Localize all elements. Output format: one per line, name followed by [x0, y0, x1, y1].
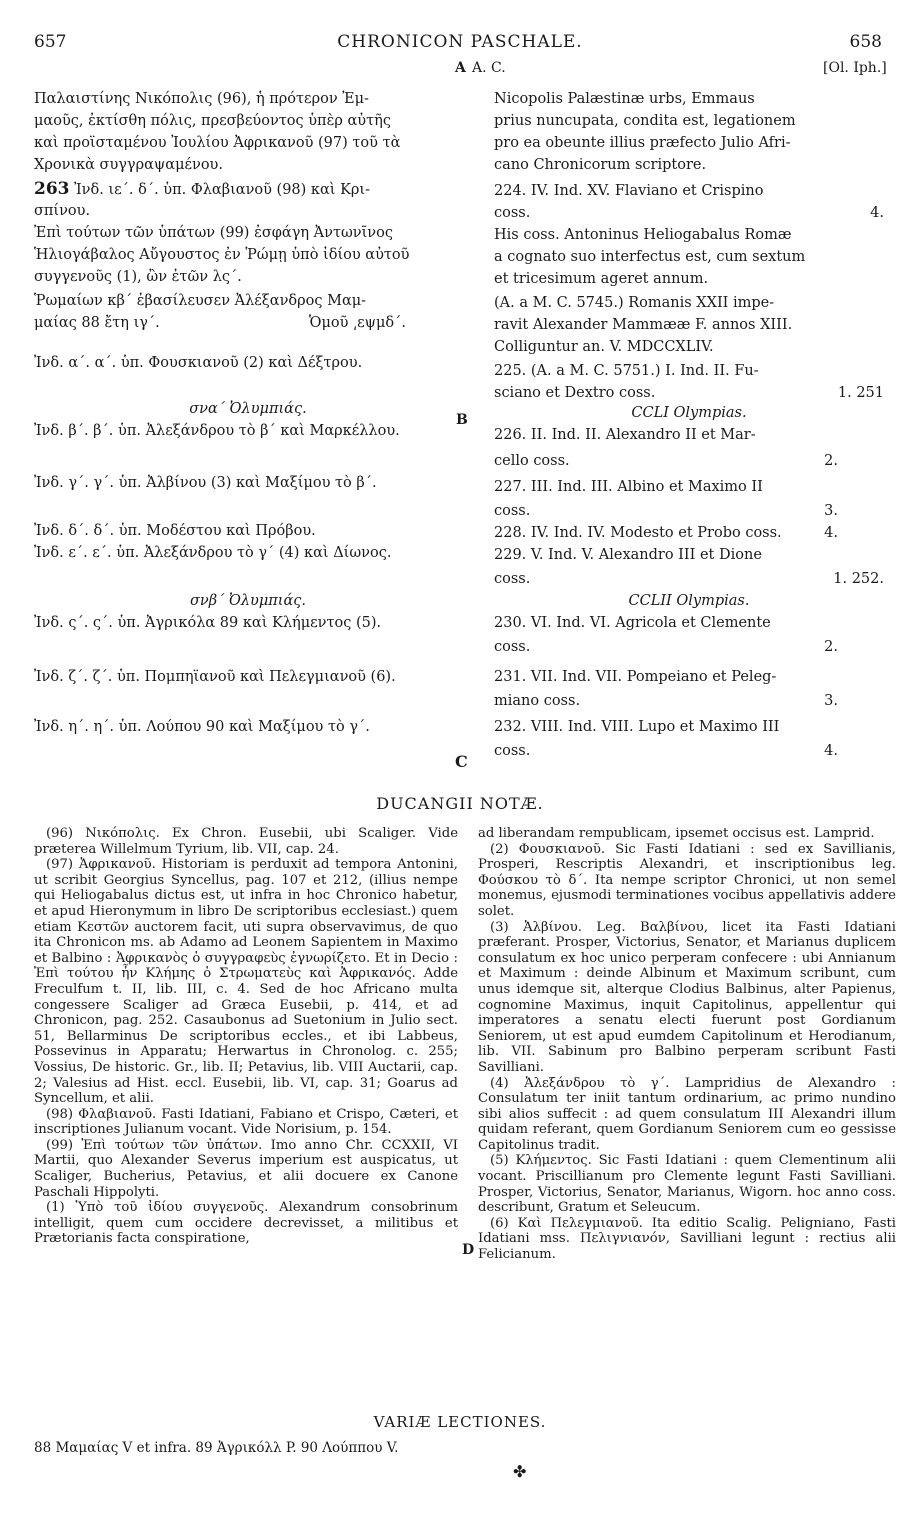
ornament-icon: ✤	[513, 1462, 527, 1481]
notes-title: DUCANGII NOTÆ.	[376, 794, 544, 813]
note-paragraph: (5) Κλήμεντος. Sic Fasti Idatiani : quem Clementinum alii vocant. Priscillianum pro Clemente legunt Fasti Savilliani. Prosper, Victorius, Senator, Marianus, Wigorn. hoc anno coss. describunt, Gratum et Seleucum.	[478, 1153, 896, 1216]
latin-line: coss.	[494, 205, 531, 221]
latin-line: miano coss.	[494, 693, 581, 709]
latin-line: sciano et Dextro coss.	[494, 385, 656, 401]
latin-line: 225. (A. a M. C. 5751.) I. Ind. II. Fu-	[494, 363, 759, 379]
note-paragraph: (1) Ὑπὸ τοῦ ἰδίου συγγενοῦς. Alexandrum consobrinum intelligit, quem cum occidere decrevisset, a militibus et Prætorianis facta conspiratione,	[34, 1200, 458, 1247]
note-paragraph: (2) Φουσκιανοῦ. Sic Fasti Idatiani : sed ex Savillianis, Prosperi, Rescriptis Alexandri, et inscriptionibus leg. Φούσκου τὸ δ΄. Ita nempe scriptor Chronici, ut non semel monemus, ejusmodi terminationes vocibus appellativis addere solet.	[478, 841, 896, 919]
latin-line: Colliguntur an. V. MDCCXLIV.	[494, 339, 714, 355]
page-number-left: 657	[34, 32, 67, 52]
page-title: CHRONICON PASCHALE.	[337, 32, 583, 52]
greek-line: σπίνου.	[34, 203, 91, 219]
latin-line: (A. a M. C. 5745.) Romanis XXII impe-	[494, 295, 775, 311]
latin-line: prius nuncupata, condita est, legationem	[494, 113, 796, 129]
olympiad-year-number: 4.	[824, 743, 838, 759]
greek-line: Παλαιστίνης Νικόπολις (96), ἡ πρότερον Ἐμ-	[34, 91, 369, 107]
latin-line: 229. V. Ind. V. Alexandro III et Dione	[494, 547, 762, 563]
olympiad-heading: σνα΄ Ὀλυμπιάς.	[189, 401, 307, 417]
olympiad-year-number: 3.	[824, 693, 838, 709]
greek-line: μαίας 88 ἔτη ιγ΄.	[34, 315, 160, 331]
latin-line: 227. III. Ind. III. Albino et Maximo II	[494, 479, 763, 495]
page-number-right: 658	[849, 32, 882, 52]
margin-marker-c: C	[455, 752, 468, 771]
greek-line: Ὁμοῦ ͵εψμδ΄.	[309, 315, 406, 331]
variae-lectiones-title: VARIÆ LECTIONES.	[373, 1413, 547, 1431]
notes-left-column	[34, 826, 458, 1247]
olympiad-year-number: 1. 251	[837, 385, 884, 401]
greek-line: Ἰνδ. η΄. η΄. ὑπ. Λούπου 90 καὶ Μαξίμου τὸ γ΄.	[34, 719, 370, 735]
running-header	[0, 32, 920, 54]
olympiad-label: [Ol. Iph.]	[823, 60, 887, 76]
olympiad-heading: CCLI Olympias.	[631, 405, 747, 421]
latin-line: 232. VIII. Ind. VIII. Lupo et Maximo III	[494, 719, 780, 735]
greek-line: Ἰνδ. β΄. β΄. ὑπ. Ἀλεξάνδρου τὸ β΄ καὶ Μαρκέλλου.	[34, 423, 400, 439]
olympiad-year-number: 3.	[824, 503, 838, 519]
greek-line: Ἐπὶ τούτων τῶν ὑπάτων (99) ἐσφάγη Ἀντωνῖνος	[34, 225, 393, 241]
greek-line: Ἰνδ. ζ΄. ζ΄. ὑπ. Πομπηϊανοῦ καὶ Πελεγμιανοῦ (6).	[34, 669, 396, 685]
latin-line: coss.	[494, 639, 531, 655]
olympiad-heading: CCLII Olympias.	[628, 593, 750, 609]
latin-line: ravit Alexander Mammææ F. annos XIII.	[494, 317, 793, 333]
latin-line: a cognato suo interfectus est, cum sextum	[494, 249, 806, 265]
variae-lectiones-text: 88 Μαμαίας V et infra. 89 Ἀγρικόλλ P. 90 Λούππου V.	[34, 1440, 399, 1456]
latin-line: 226. II. Ind. II. Alexandro II et Mar-	[494, 427, 756, 443]
olympiad-year-number: 4.	[870, 205, 884, 221]
olympiad-year-number: 2.	[824, 639, 838, 655]
latin-line: coss.	[494, 743, 531, 759]
latin-line: 224. IV. Ind. XV. Flaviano et Crispino	[494, 183, 764, 199]
olympiad-year-number: 4.	[824, 525, 838, 541]
olympiad-heading: σνβ΄ Ὀλυμπιάς.	[189, 593, 306, 609]
note-paragraph: (3) Ἀλβίνου. Leg. Βαλβίνου, licet ita Fasti Idatiani præferant. Prosper, Victorius, Senator, et Marianus duplicem consulatum ex hoc unico perperam confecere : ubi Annianum et Maximum : deinde Albinum et Maximum scribunt, cum unus idemque sit, alterque Clodius Balbinus, alter Papienus, cognomine Maximus, inquit Capitolinus, appellentur qui imperatores a senatu electi fuerunt post Gordianum Seniorem, ut est apud eumdem Capitolinum et Herodianum, lib. VII. Sabinum pro Balbino perperam scribunt Fasti Savilliani.	[478, 919, 896, 1075]
latin-line: 228. IV. Ind. IV. Modesto et Probo coss.	[494, 525, 782, 541]
olympiad-year-number: 2.	[824, 453, 838, 469]
latin-line: 230. VI. Ind. VI. Agricola et Clemente	[494, 615, 771, 631]
greek-line: μαοῦς, ἐκτίσθη πόλις, πρεσβεύοντος ὑπὲρ αὐτῆς	[34, 113, 391, 129]
greek-line: Χρονικὰ συγγραψαμένου.	[34, 157, 223, 173]
latin-line: coss.	[494, 503, 531, 519]
latin-line: Nicopolis Palæstinæ urbs, Emmaus	[494, 91, 755, 107]
greek-line: Ἰνδ. ε΄. ε΄. ὑπ. Ἀλεξάνδρου τὸ γ΄ (4) καὶ Δίωνος.	[34, 545, 392, 561]
greek-line: Ἰνδ. δ΄. δ΄. ὑπ. Μοδέστου καὶ Πρόβου.	[34, 523, 316, 539]
note-paragraph: (4) Ἀλεξάνδρου τὸ γ΄. Lampridius de Alexandro : Consulatum ter iniit tantum ordinarium, ac primo nundino sibi alios suffecit : ad quem consulatum III Alexandri illum quidam referant, quem Gordianum Seniorem cum eo gessisse Capitolinus tradit.	[478, 1075, 896, 1153]
note-paragraph: ad liberandam rempublicam, ipsemet occisus est. Lamprid.	[478, 826, 875, 841]
note-paragraph: (6) Καὶ Πελεγμιανοῦ. Ita editio Scalig. Peligniano, Fasti Idatiani mss. Πελιγνιανόν, Savilliani legunt : rectius alii Felicianum.	[478, 1215, 896, 1263]
latin-line: His coss. Antoninus Heliogabalus Romæ	[494, 227, 792, 243]
greek-line: Ἰνδ. γ΄. γ΄. ὑπ. Ἀλβίνου (3) καὶ Μαξίμου τὸ β΄.	[34, 475, 377, 491]
margin-marker-a: A	[455, 60, 466, 76]
greek-line: Ῥωμαίων κβ΄ ἐβασίλευσεν Ἀλέξανδρος Μαμ-	[34, 293, 367, 309]
latin-line: cello coss.	[494, 453, 570, 469]
olympiad-year-number: 1. 252.	[833, 571, 884, 587]
greek-line: Ἡλιογάβαλος Αὔγουστος ἐν Ῥώμῃ ὑπὸ ἰδίου αὐτοῦ	[34, 247, 410, 263]
greek-line-year	[34, 180, 462, 200]
latin-line: cano Chronicorum scriptore.	[494, 157, 707, 173]
margin-marker-b: B	[456, 412, 468, 428]
note-paragraph: (96) Νικόπολις. Ex Chron. Eusebii, ubi Scaliger. Vide præterea Willelmum Tyrium, lib. VII, cap. 24.	[34, 826, 458, 857]
anno-christi-label: A. C.	[472, 60, 506, 76]
greek-line: καὶ προϊσταμένου Ἰουλίου Ἀφρικανοῦ (97) τοῦ τὰ	[34, 135, 401, 151]
latin-line: 231. VII. Ind. VII. Pompeiano et Peleg-	[494, 669, 777, 685]
greek-line: Ἰνδ. ιε΄. δ΄. ὑπ. Φλαβιανοῦ (98) καὶ Κρι-	[74, 182, 371, 198]
year-mark: 263	[34, 179, 70, 199]
latin-line: coss.	[494, 571, 531, 587]
note-paragraph: (97) Ἀφρικανοῦ. Historiam is perduxit ad tempora Antonini, ut scribit Georgius Syncellus, pag. 107 et 212, (illius nempe qui Heliogabalus dictus est, ut infra in hoc Chronico habetur, et apud Hieronymum in libro De scriptoribus ecclesiast.) quem etiam Κεστῶν auctorem facit, uti supra observavimus, de quo ita Chronicon ms. ab Adamo ad Leonem Sapientem in Maximo et Balbino : Ἀφρικανὸς ὁ συγγραφεὺς ἐγνωρίζετο. Et in Decio : Ἐπὶ τούτου ἦν Κλήμης ὁ Στρωματεὺς καὶ Ἀφρικανός. Adde Freculfum t. II, lib. III, c. 4. Sed de hoc Africano multa congessere Scaliger ad Græca Eusebii, p. 414, et ad Chronicon, pag. 252. Casaubonus ad Suetonium in Julio sect. 51, Bellarminus De scriptoribus eccles., et ibi Labbeus, Possevinus in Apparatu; Herwartus in Chronolog. c. 255; Vossius, De historic. Gr., lib. II; Petavius, lib. VIII Auctarii, cap. 2; Valesius ad Hist. eccl. Eusebii, lib. VI, cap. 31; Goarus ad Syncellum, et alii.	[34, 857, 458, 1107]
note-paragraph: (99) Ἐπὶ τούτων τῶν ὑπάτων. Imo anno Chr. CCXXII, VI Martii, quo Alexander Severus imperium est auspicatus, ut Scaliger, Bucherius, Petavius, et alii docuere ex Canone Paschali Hippolyti.	[34, 1137, 458, 1200]
margin-marker-d: D	[462, 1242, 475, 1258]
latin-line: pro ea obeunte illius præfecto Julio Afri-	[494, 135, 791, 151]
note-paragraph: (98) Φλαβιανοῦ. Fasti Idatiani, Fabiano et Crispo, Cæteri, et inscriptiones Julianum vocant. Vide Norisium, p. 154.	[34, 1106, 458, 1138]
latin-line: et tricesimum ageret annum.	[494, 271, 709, 287]
greek-line: Ἰνδ. α΄. α΄. ὑπ. Φουσκιανοῦ (2) καὶ Δέξτρου.	[34, 355, 363, 371]
greek-line: Ἰνδ. ς΄. ς΄. ὑπ. Ἀγρικόλα 89 καὶ Κλήμεντος (5).	[34, 615, 382, 631]
greek-line: συγγενοῦς (1), ὢν ἐτῶν λς΄.	[34, 269, 242, 285]
notes-right-column	[478, 826, 896, 1263]
